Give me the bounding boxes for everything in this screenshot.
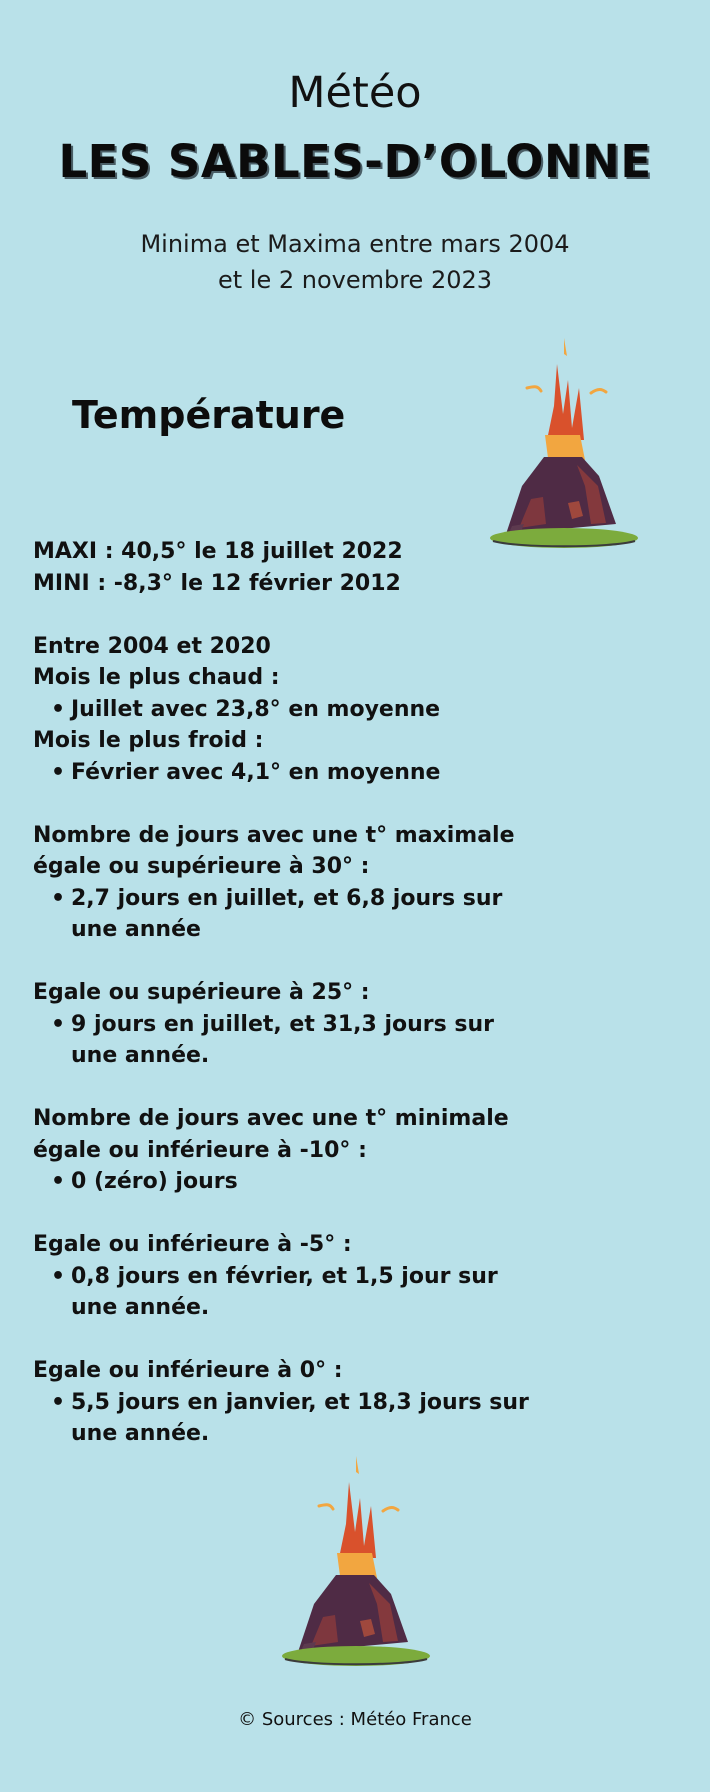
below-0-bullet <box>51 1387 533 1450</box>
spacer <box>33 946 533 978</box>
above-30-value: 2,7 jours en juillet, et 6,8 jours sur une année <box>71 885 503 942</box>
below-minus-10-value: 0 (zéro) jours <box>71 1169 238 1194</box>
volcano-icon <box>280 1454 432 1680</box>
above-25-bullet <box>51 1009 533 1072</box>
city-title: LES SABLES-D’OLONNE <box>58 135 652 188</box>
date-range-subtitle <box>0 226 710 298</box>
bullet-icon: • <box>51 759 66 785</box>
min-threshold-heading-line-1: Nombre de jours avec une t° minimale <box>33 1106 509 1131</box>
header <box>0 68 710 298</box>
spacer <box>33 1198 533 1230</box>
max-threshold-heading-line-1: Nombre de jours avec une t° maximale <box>33 822 515 848</box>
below-minus-5-label: Egale ou inférieure à -5° : <box>33 1232 352 1257</box>
bullet-icon: • <box>51 1169 66 1194</box>
above-25-value: 9 jours en juillet, et 31,3 jours sur une année. <box>71 1011 494 1068</box>
below-minus-10-bullet <box>51 1166 533 1198</box>
temperature-content <box>33 536 533 1450</box>
spacer <box>33 599 533 631</box>
section-title-temperature: Température <box>72 393 346 437</box>
coldest-month-label: Mois le plus froid : <box>33 728 264 753</box>
bullet-icon: • <box>51 1263 66 1289</box>
coldest-month-bullet <box>51 757 533 789</box>
bullet-icon: • <box>51 696 66 722</box>
hottest-month-bullet <box>51 694 533 726</box>
bullet-icon: • <box>51 885 66 911</box>
spacer <box>33 1324 533 1356</box>
subtitle-line-2: et le 2 novembre 2023 <box>217 266 493 294</box>
bullet-icon: • <box>51 1389 66 1415</box>
min-record: MINI : -8,3° le 12 février 2012 <box>33 570 401 596</box>
max-record: MAXI : 40,5° le 18 juillet 2022 <box>33 539 403 564</box>
above-30-bullet <box>51 883 533 946</box>
meteo-title: Météo <box>288 68 422 118</box>
below-0-value: 5,5 jours en janvier, et 18,3 jours sur une année. <box>71 1389 529 1446</box>
min-threshold-heading-line-2: égale ou inférieure à -10° : <box>33 1137 367 1163</box>
max-threshold-heading-line-2: égale ou supérieure à 30° : <box>33 854 370 879</box>
above-25-label: Egale ou supérieure à 25° : <box>33 980 370 1005</box>
bullet-icon: • <box>51 1011 66 1037</box>
hottest-month-value: Juillet avec 23,8° en moyenne <box>71 696 441 722</box>
spacer <box>33 788 533 820</box>
volcano-icon <box>488 336 640 562</box>
subtitle-line-1: Minima et Maxima entre mars 2004 <box>140 230 570 258</box>
hottest-month-label: Mois le plus chaud : <box>33 665 280 690</box>
coldest-month-value: Février avec 4,1° en moyenne <box>71 759 441 785</box>
below-minus-5-bullet <box>51 1261 533 1324</box>
period-label: Entre 2004 et 2020 <box>33 633 271 659</box>
below-minus-5-value: 0,8 jours en février, et 1,5 jour sur une année. <box>71 1263 498 1320</box>
below-0-label: Egale ou inférieure à 0° : <box>33 1358 343 1383</box>
source-footer: © Sources : Météo France <box>238 1709 472 1730</box>
spacer <box>33 1072 533 1104</box>
